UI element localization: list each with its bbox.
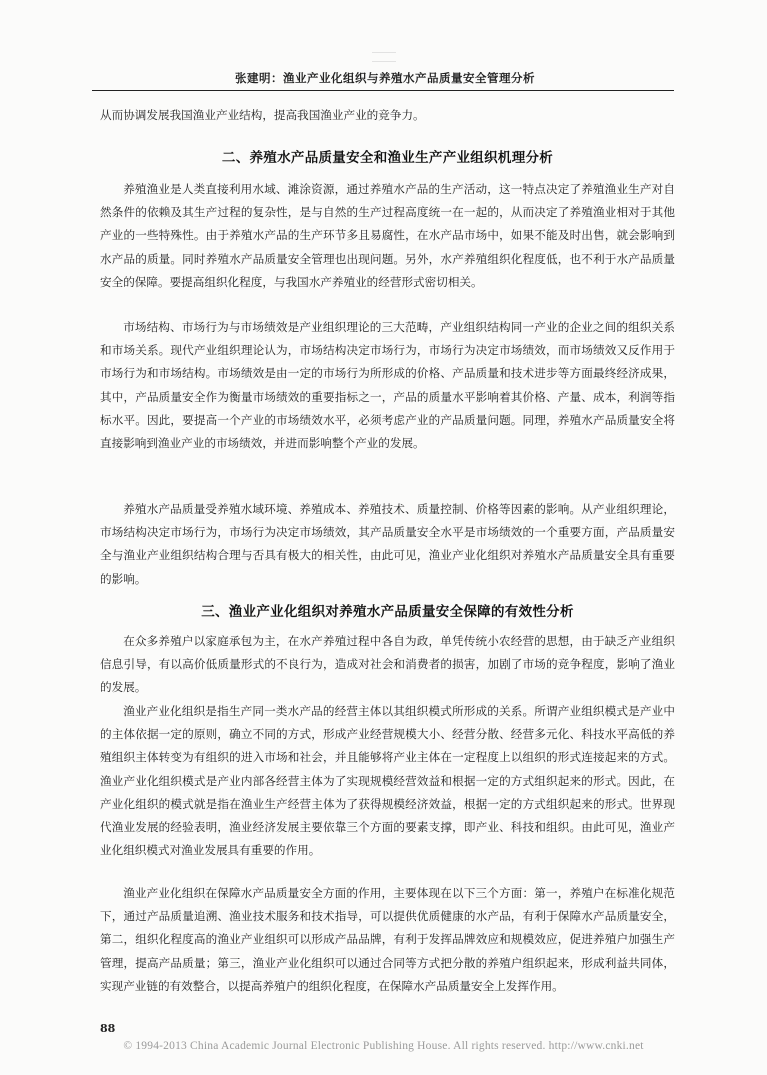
section-2-paragraph-2: 市场结构、市场行为与市场绩效是产业组织理论的三大范畴，产业组织结构同一产业的企业之间的组织关系和市场关系。现代产业组织理论认为，市场结构决定市场行为，市场行为决定市场绩效，而市场绩效又反作用于市场行为和市场结构。市场绩效是由一定的市场行为所形成的价格、产品质量和技术进步等方面最终经济成果，其中，产品质量安全作为衡量市场绩效的重要指标之一，产品的质量水平影响着其价格、产量、成本，利润等指标水平。因此，要提高一个产业的市场绩效水平，必须考虑产业的产品质量问题。同理，养殖水产品质量安全将直接影响到渔业产业的市场绩效，并进而影响整个产业的发展。 — [100, 320, 675, 451]
section-2-heading: 二、养殖水产品质量安全和渔业生产产业组织机理分析 — [221, 150, 554, 166]
section-3-heading: 三、渔业产业化组织对养殖水产品质量安全保障的有效性分析 — [201, 604, 574, 620]
section-3-paragraph-3: 渔业产业化组织在保障水产品质量安全方面的作用，主要体现在以下三个方面：第一，养殖户在标准化规范下，通过产品质量追溯、渔业技术服务和技术指导，可以提供优质健康的水产品，有利于保障水产品质量安全，第二，组织化程度高的渔业产业组织可以形成产品品牌，有利于发挥品牌效应和规模效应，促进养殖户加强生产管理，提高产品质量；第三，渔业产业化组织可以通过合同等方式把分散的养殖户组织起来，形成利益共同体，实现产业链的有效整合，以提高养殖户的组织化程度，在保障水产品质量安全上发挥作用。 — [100, 886, 675, 993]
section-3-paragraph-2: 渔业产业化组织是指生产同一类水产品的经营主体以其组织模式所形成的关系。所谓产业组织模式是产业中的主体依据一定的原则，确立不同的方式，形成产业经营规模大小、经营分散、经营多元化、科技水平高低的养殖组织主体转变为有组织的进入市场和社会，并且能够将产业主体在一定程度上以组织的形式连接起来的方式。渔业产业化组织模式是产业内部各经营主体为了实现规模经营效益和根据一定的方式组织起来的形式。因此，在产业化组织的模式就是指在渔业生产经营主体为了获得规模经济效益，根据一定的方式组织起来的形式。世界现代渔业发展的经验表明，渔业经济发展主要依靠三个方面的要素支撑，即产业、科技和组织。由此可见，渔业产业化组织模式对渔业发展具有重要的作用。 — [100, 704, 675, 858]
lead-paragraph: 从而协调发展我国渔业产业结构，提高我国渔业产业的竞争力。 — [100, 108, 425, 122]
scan-artifact — [372, 52, 396, 62]
copyright-footer: © 1994-2013 China Academic Journal Electronic Publishing House. All rights reserved. http://www.cnki.net — [123, 1040, 644, 1052]
section-3-paragraph-1: 在众多养殖户以家庭承包为主，在水产养殖过程中各自为政，单凭传统小农经营的思想，由于缺乏产业组织信息引导，有以高价低质量形式的不良行为，造成对社会和消费者的损害，加剧了市场的竞争程度，影响了渔业的发展。 — [100, 634, 675, 695]
header-rule — [92, 90, 674, 91]
section-2-paragraph-1: 养殖渔业是人类直接利用水域、滩涂资源，通过养殖水产品的生产活动，这一特点决定了养殖渔业生产对自然条件的依赖及其生产过程的复杂性，是与自然的生产过程高度统一在一起的，从而决定了养殖渔业相对于其他产业的一些特殊性。由于养殖水产品的生产环节多且易腐性，在水产品市场中，如果不能及时出售，就会影响到水产品的质量。同时养殖水产品质量安全管理也出现问题。另外，水产养殖组织化程度低，也不利于水产品质量安全的保障。要提高组织化程度，与我国水产养殖业的经营形式密切相关。 — [100, 182, 675, 289]
running-header: 张建明：渔业产业化组织与养殖水产品质量安全管理分析 — [235, 71, 535, 85]
page-number: 88 — [100, 1022, 116, 1035]
section-2-paragraph-3: 养殖水产品质量受养殖水域环境、养殖成本、养殖技术、质量控制、价格等因素的影响。从产业组织理论，市场结构决定市场行为，市场行为决定市场绩效，其产品质量安全水平是市场绩效的一个重要方面，产品质量安全与渔业产业组织结构合理与否具有极大的相关性，由此可见，渔业产业化组织对养殖水产品质量安全具有重要的影响。 — [100, 502, 675, 586]
